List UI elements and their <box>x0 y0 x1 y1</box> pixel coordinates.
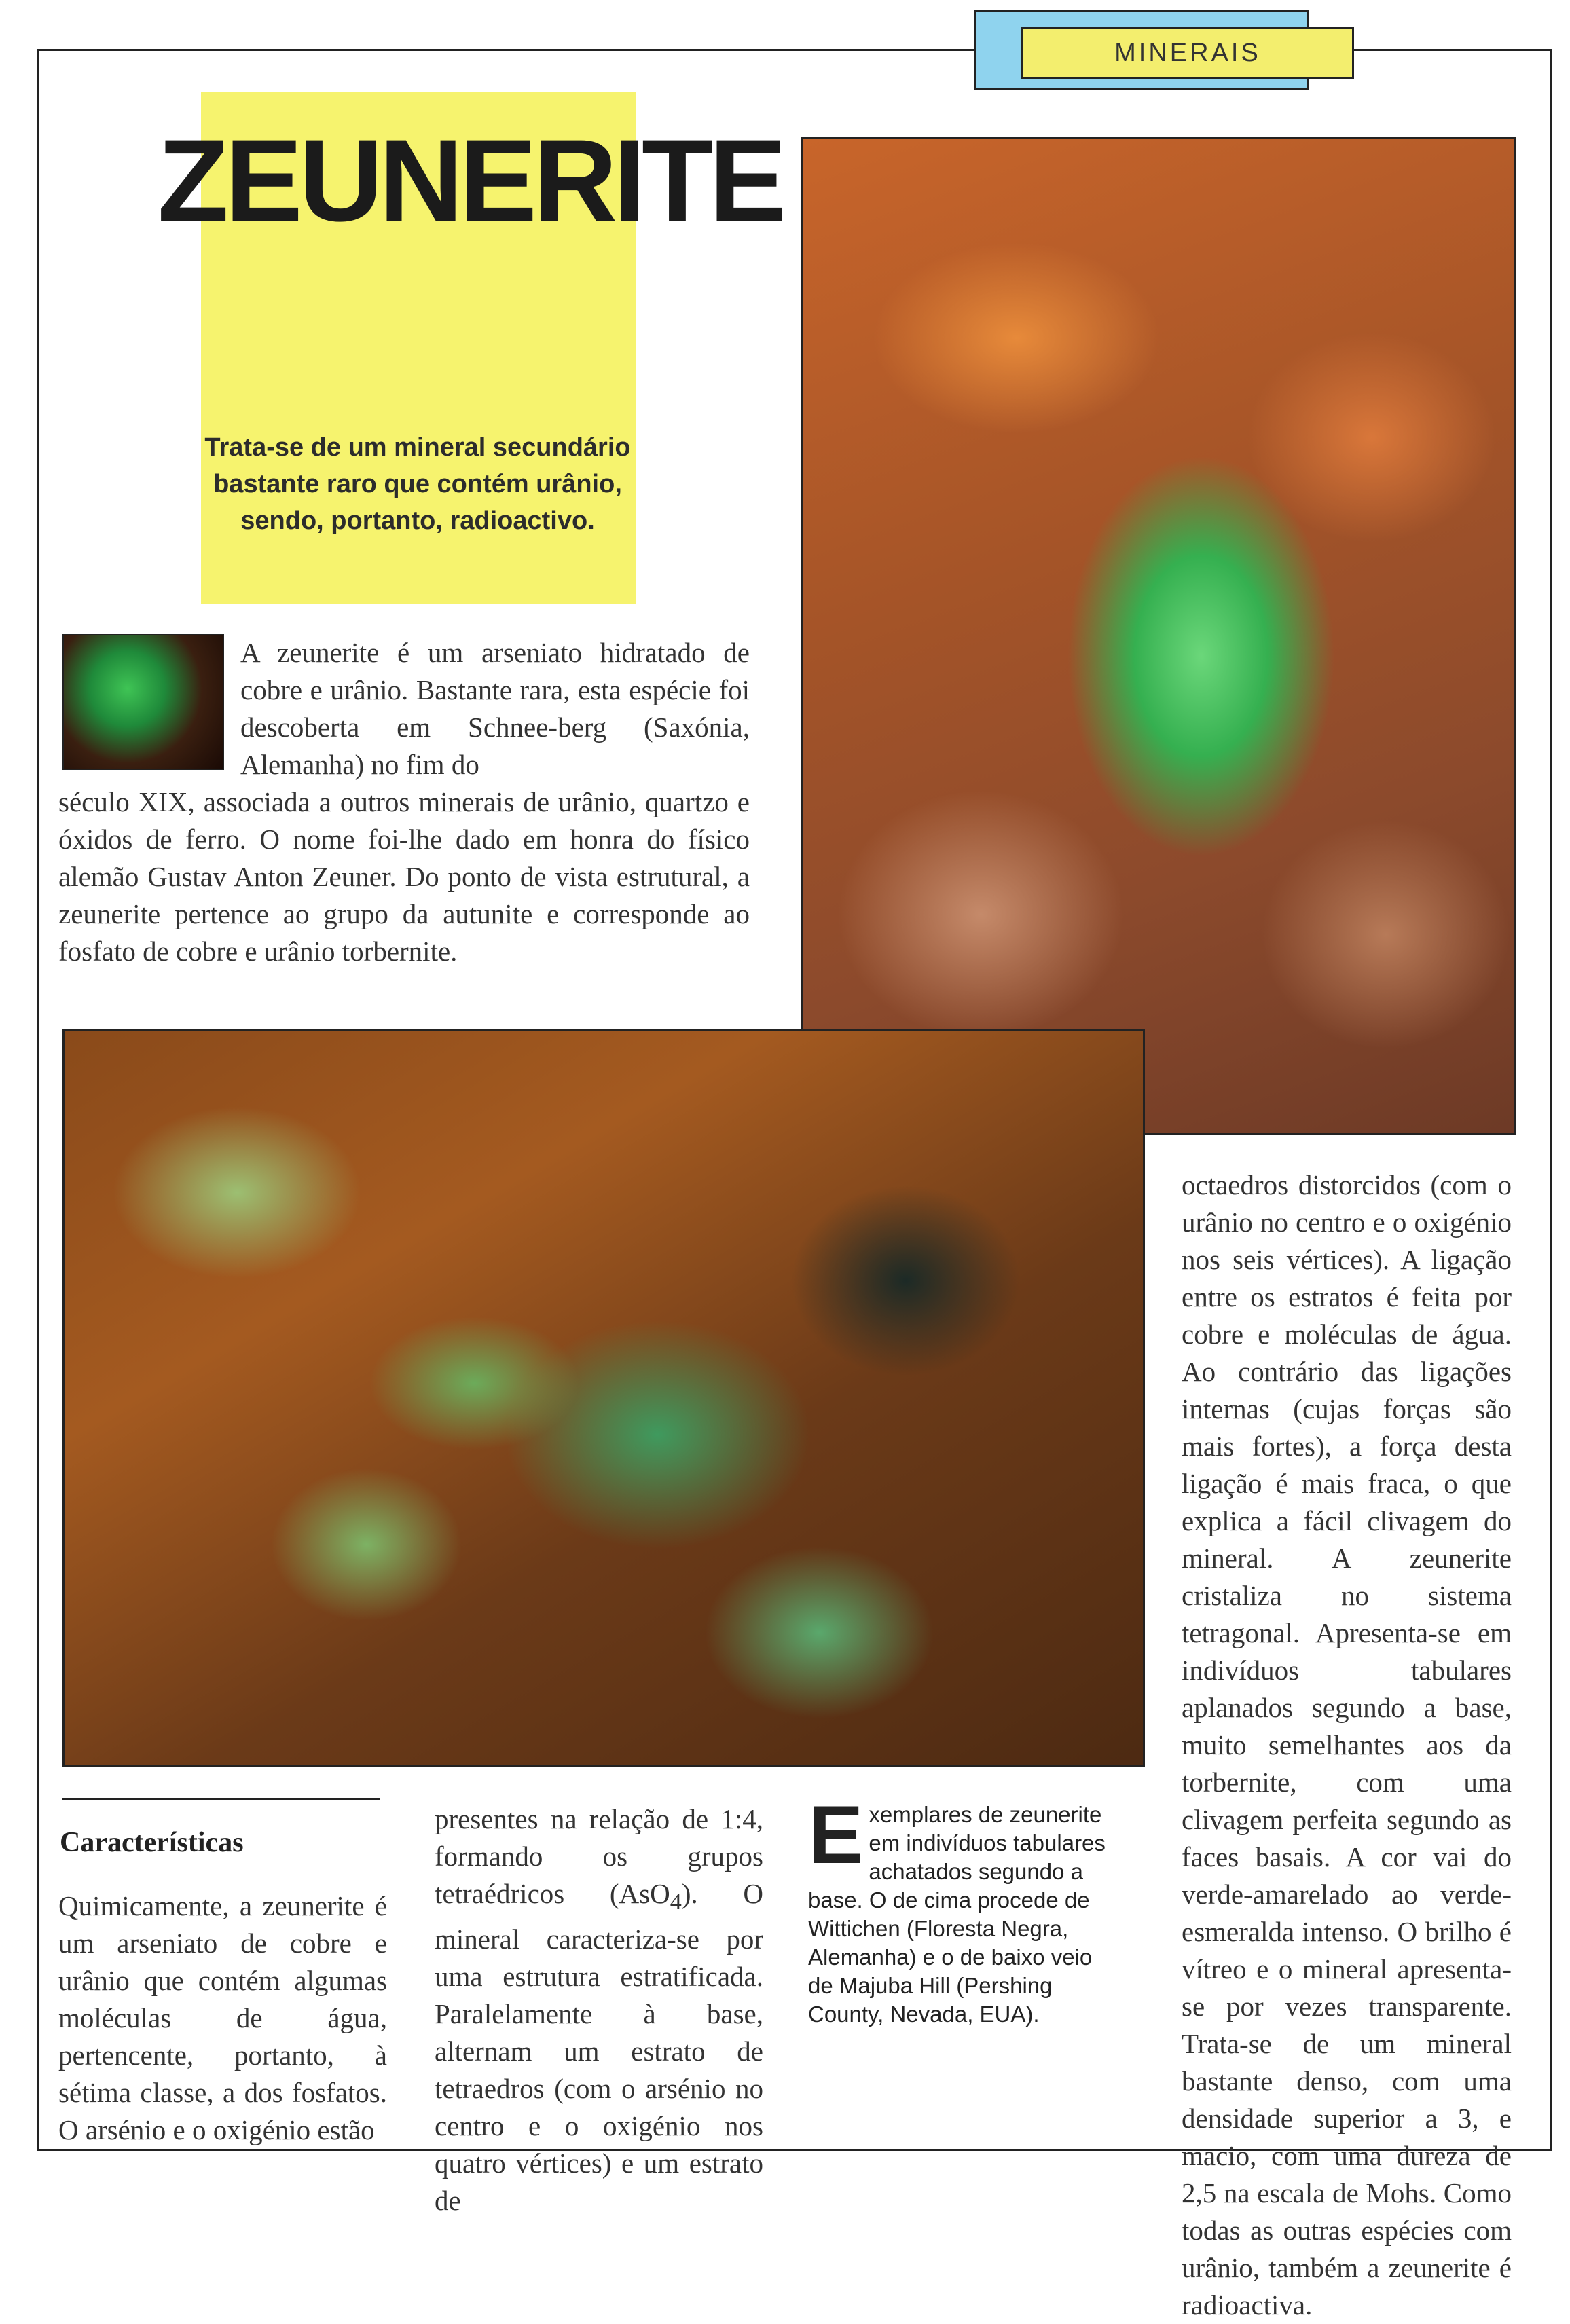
characteristics-column-1: Quimicamente, a zeunerite é um arseniato de cobre e urânio que contém algumas moléculas de água, pertencente, portanto, à sétima classe, a dos fosfatos. O arsénio e o oxigénio estão <box>58 1890 387 2145</box>
mineral-photo-top <box>801 137 1516 1135</box>
category-tag: MINERAIS <box>1021 27 1354 79</box>
body-paragraph-lead: A zeunerite é um arseniato hidratado de cobre e urânio. Bastante rara, esta espécie foi descoberta em Schnee-berg (Saxónia, Alemanha) no fim do <box>240 637 750 780</box>
section-heading: Características <box>60 1827 244 1858</box>
mineral-photo-bottom <box>62 1029 1145 1767</box>
column-2-text-b: ). O mineral caracteriza-se por uma estrutura estratificada. Paralelamente à base, alternam um estrato de tetraedros (com o arsénio no centro e o oxigénio nos quatro vértices) e um estrato de <box>435 1878 763 2217</box>
subscript-4: 4 <box>670 1889 682 1915</box>
body-paragraph-rest: século XIX, associada a outros minerais de urânio, quartzo e óxidos de ferro. O nome foi-lhe dado em honra do físico alemão Gustav Anton Zeuner. Do ponto de vista estrutural, a zeunerite pertence ao grupo da autunite e corresponde ao fosfato de cobre e urânio torbernite. <box>58 786 750 967</box>
characteristics-column-2 <box>435 1801 763 2219</box>
section-rule <box>62 1798 380 1800</box>
right-column-text: octaedros distorcidos (com o urânio no centro e o oxigénio nos seis vértices). A ligação entre os estratos é feita por cobre e moléculas de água. Ao contrário das ligações internas (cujas forças são mais fortes), a força desta ligação é mais fraca, o que explica a fácil clivagem do mineral. A zeunerite cristaliza no sistema tetragonal. Apresenta-se em indivíduos tabulares aplanados segundo a base, muito semelhantes aos da torbernite, com uma clivagem perfeita segundo as faces basais. A cor vai do verde-amarelado ao verde-esmeralda intenso. O brilho é vítreo e o mineral apresenta-se por vezes transparente. Trata-se de um mineral bastante denso, com uma densidade superior a 3, e macio, com uma dureza de 2,5 na escala de Mohs. Como todas as outras espécies com urânio, também a zeunerite é radioactiva. <box>1182 1169 1512 2321</box>
photo-caption <box>808 1788 1114 2029</box>
mineral-thumbnail-image <box>62 634 224 770</box>
caption-dropcap: E <box>808 1788 864 1881</box>
caption-text: xemplares de zeunerite em indivíduos tabulares achatados segundo a base. O de cima procede de Wittichen (Floresta Negra, Alemanha) e o de baixo veio de Majuba Hill (Pershing County, Nevada, EUA). <box>808 1802 1106 2027</box>
page-title: ZEUNERITE <box>158 115 783 246</box>
intro-text: Trata-se de um mineral secundário bastante raro que contém urânio, sendo, portanto, radioactivo. <box>204 433 631 535</box>
column-2-text-a: presentes na relação de 1:4, formando os grupos tetraédricos (AsO <box>435 1803 763 1909</box>
